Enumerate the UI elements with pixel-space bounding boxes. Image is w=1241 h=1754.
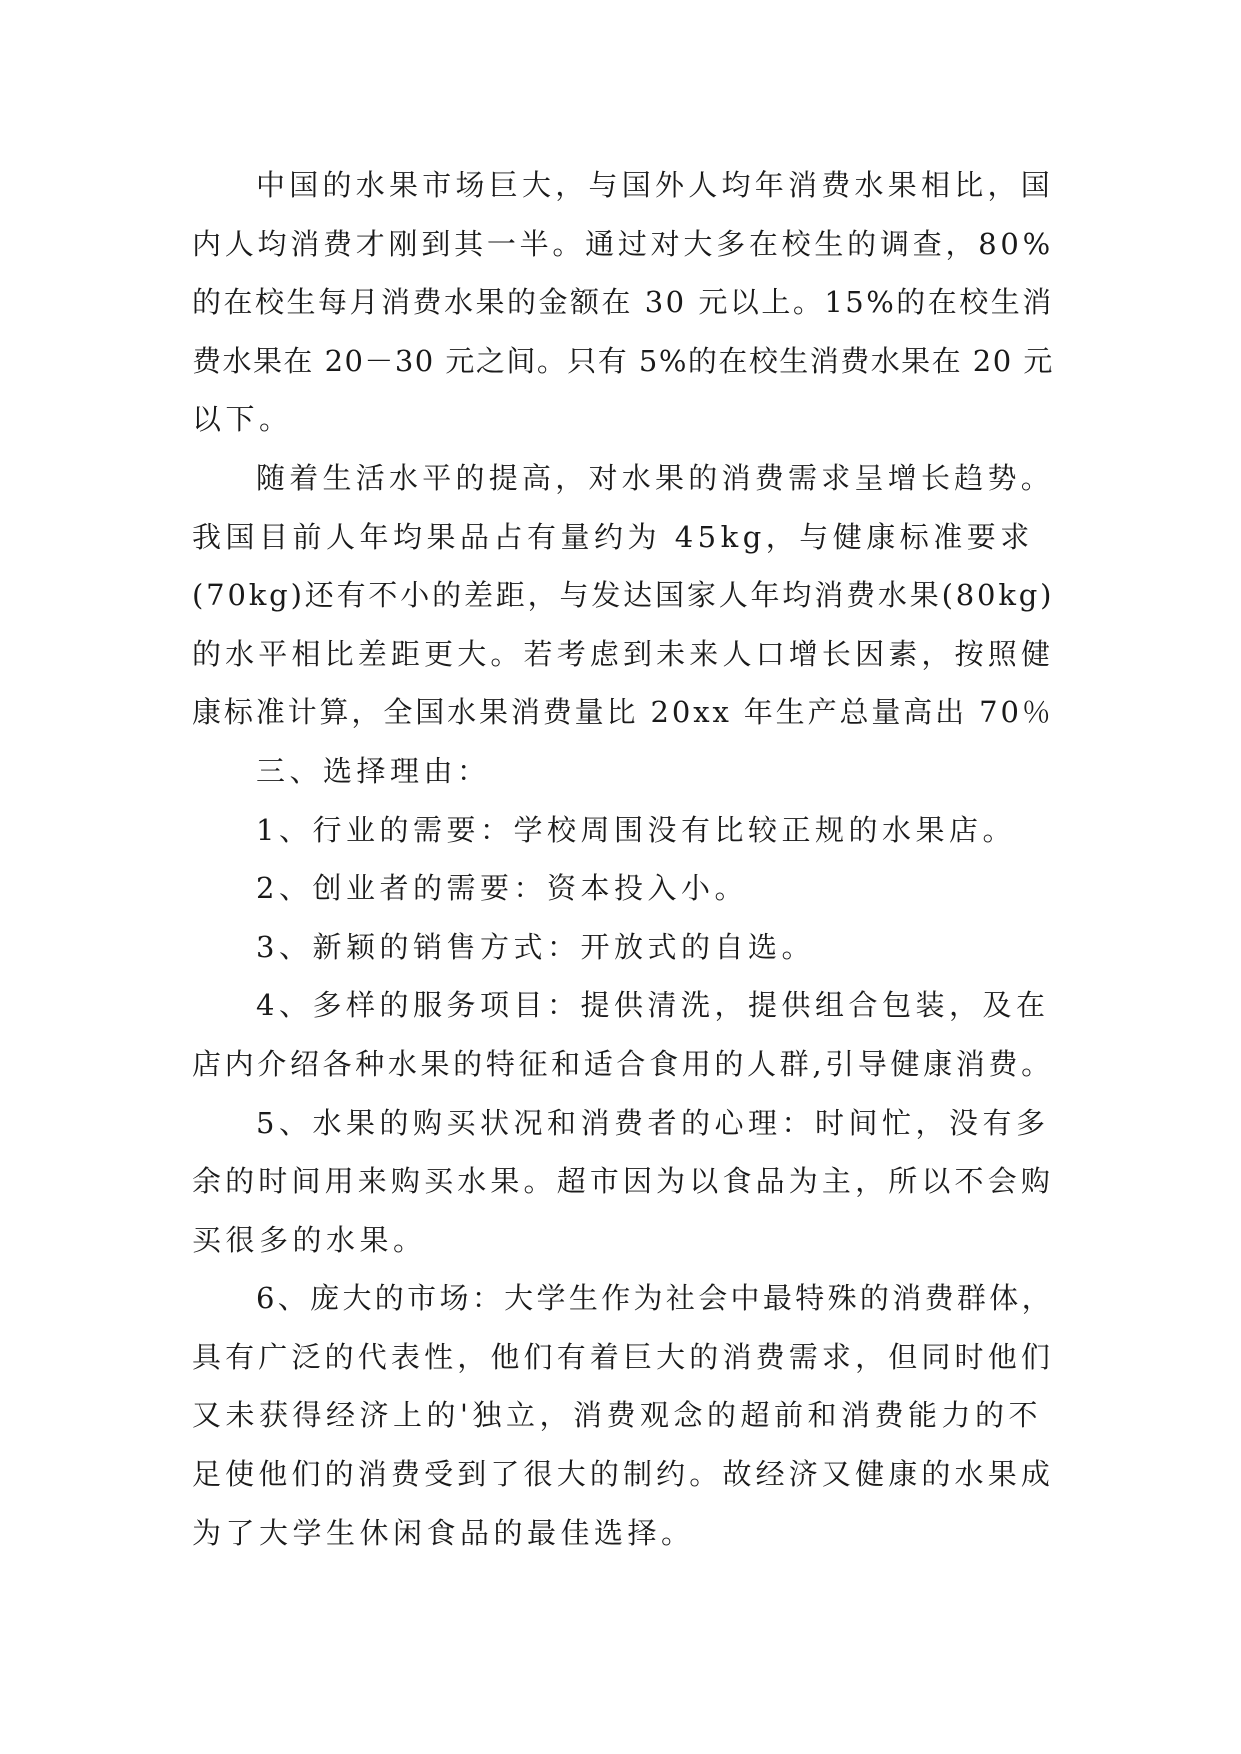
- text-line: (70kg)还有不小的差距，与发达国家人年均消费水果(80kg): [192, 578, 1055, 613]
- text-line: 具有广泛的代表性，他们有着巨大的消费需求，但同时他们: [192, 1339, 1055, 1374]
- list-item-5: [192, 1094, 1054, 1270]
- text-line: 我国目前人年均果品占有量约为 45kg，与健康标准要求: [192, 519, 1034, 554]
- section-heading-reasons: [192, 742, 1054, 801]
- text-line: 三、选择理由：: [256, 753, 491, 788]
- text-line: 康标准计算，全国水果消费量比 20xx 年生产总量高出 70％: [192, 695, 1054, 730]
- text-line: 1、行业的需要：学校周围没有比较正规的水果店。: [256, 812, 1016, 847]
- text-line: 随着生活水平的提高，对水果的消费需求呈增长趋势。: [256, 460, 1055, 495]
- text-line: 以下。: [192, 402, 293, 437]
- list-item-1: [192, 801, 1054, 860]
- text-line: 3、新颖的销售方式：开放式的自选。: [256, 929, 815, 964]
- text-line: 中国的水果市场巨大，与国外人均年消费水果相比，国: [256, 168, 1055, 202]
- text-line: 5、水果的购买状况和消费者的心理：时间忙，没有多: [256, 1105, 1050, 1140]
- text-line: 费水果在 20－30 元之间。只有 5%的在校生消费水果在 20 元: [192, 343, 1054, 378]
- text-line: 店内介绍各种水果的特征和适合食用的人群,引导健康消费。: [192, 1046, 1054, 1081]
- text-line: 2、创业者的需要：资本投入小。: [256, 871, 748, 906]
- text-line: 买很多的水果。: [192, 1222, 427, 1257]
- paragraph-fruit-market: [192, 156, 1054, 449]
- list-item-3: [192, 918, 1054, 977]
- text-line: 足使他们的消费受到了很大的制约。故经济又健康的水果成: [192, 1457, 1055, 1492]
- text-line: 内人均消费才刚到其一半。通过对大多在校生的调查，80%: [192, 226, 1054, 261]
- list-item-2: [192, 859, 1054, 918]
- text-line: 6、庞大的市场：大学生作为社会中最特殊的消费群体，: [256, 1281, 1054, 1316]
- text-line: 又未获得经济上的'独立，消费观念的超前和消费能力的不: [192, 1398, 1042, 1433]
- text-line: 余的时间用来购买水果。超市因为以食品为主，所以不会购: [192, 1164, 1055, 1199]
- text-line: 为了大学生休闲食品的最佳选择。: [192, 1515, 695, 1550]
- text-line: 的水平相比差距更大。若考虑到未来人口增长因素，按照健: [192, 636, 1055, 671]
- document-body: [192, 156, 1054, 1562]
- list-item-4: [192, 976, 1054, 1093]
- text-line: 4、多样的服务项目：提供清洗，提供组合包装，及在: [256, 988, 1050, 1023]
- text-line: 的在校生每月消费水果的金额在 30 元以上。15%的在校生消: [192, 285, 1054, 320]
- list-item-6: [192, 1269, 1054, 1562]
- paragraph-demand-growth: [192, 449, 1054, 742]
